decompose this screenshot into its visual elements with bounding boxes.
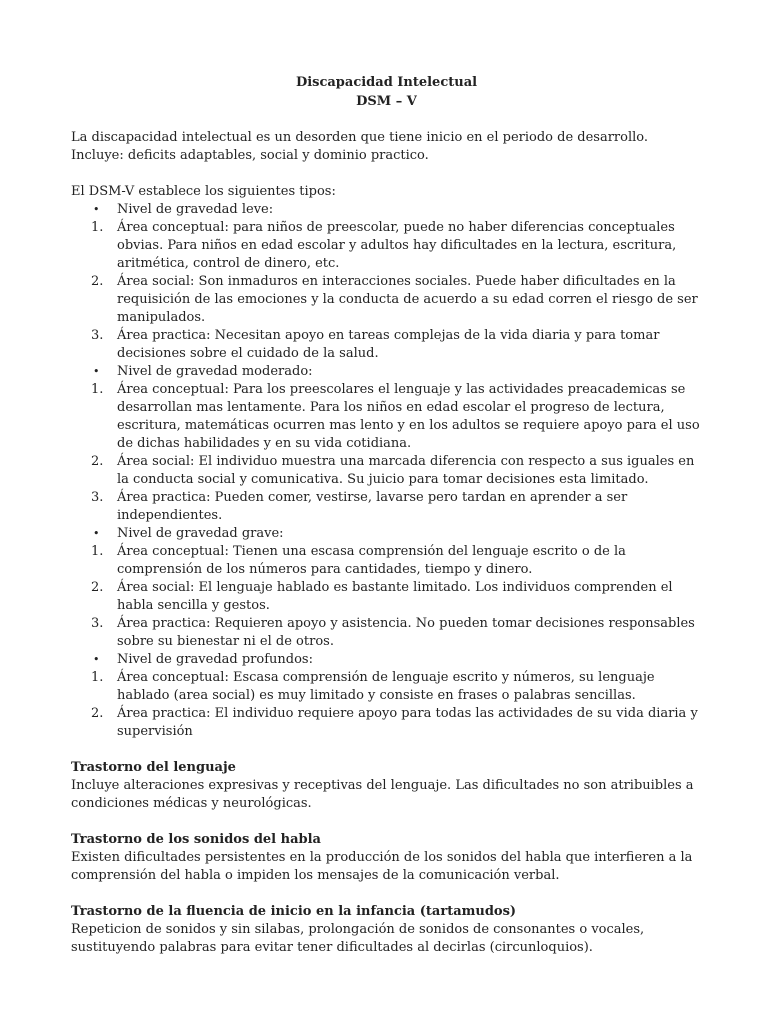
severity-level-label: Nivel de gravedad leve:: [117, 202, 274, 217]
list-number: 3.: [91, 616, 104, 631]
severity-level-label: Nivel de gravedad grave:: [117, 526, 284, 541]
list-number: 1.: [91, 670, 104, 685]
section-body: Existen dificultades persistentes en la producción de los sonidos del habla que interfieren a la comprensión del habla o impiden los mensajes de la comunicación verbal.: [71, 850, 693, 883]
severity-level-item: [71, 363, 702, 381]
list-number: 3.: [91, 490, 104, 505]
list-item-text: Área conceptual: para niños de preescolar, puede no haber diferencias conceptuales obvias. Para niños en edad escolar y adultos hay dificultades en la lectura, escritura, aritmética, control de dinero, etc.: [117, 220, 677, 271]
list-item: [71, 579, 702, 615]
list-item-text: Área practica: El individuo requiere apoyo para todas las actividades de su vida diaria y supervisión: [117, 706, 698, 739]
list-item: [71, 453, 702, 489]
list-item: [71, 543, 702, 579]
list-number: 1.: [91, 544, 104, 559]
section-language-disorder: [71, 759, 702, 813]
severity-level-item: [71, 651, 702, 669]
document-subtitle: DSM – V: [356, 94, 417, 109]
list-item-text: Área practica: Requieren apoyo y asistencia. No pueden tomar decisiones responsables sobre su bienestar ni el de otros.: [117, 616, 695, 649]
severity-level-label: Nivel de gravedad profundos:: [117, 652, 313, 667]
list-number: 2.: [91, 274, 104, 289]
list-item-text: Área practica: Pueden comer, vestirse, lavarse pero tardan en aprender a ser independientes.: [117, 490, 628, 523]
severity-level-item: [71, 525, 702, 543]
severity-level-label: Nivel de gravedad moderado:: [117, 364, 313, 379]
list-number: 1.: [91, 220, 104, 235]
list-item-text: Área social: El individuo muestra una marcada diferencia con respecto a sus iguales en la conducta social y comunicativa. Su juicio para tomar decisiones esta limitado.: [117, 454, 695, 487]
list-item: [71, 327, 702, 363]
list-item: [71, 381, 702, 453]
bullet-icon: •: [93, 365, 100, 378]
severity-list: [71, 201, 702, 741]
bullet-icon: •: [93, 203, 100, 216]
intro-paragraph: [71, 129, 702, 165]
list-item: [71, 615, 702, 651]
section-body: Repeticion de sonidos y sin silabas, prolongación de sonidos de consonantes o vocales, sustituyendo palabras para evitar tener dificultades al decirlas (circunloquios).: [71, 922, 645, 955]
section-body: Incluye alteraciones expresivas y receptivas del lenguaje. Las dificultades no son atribuibles a condiciones médicas y neurológicas.: [71, 778, 694, 811]
section-heading: Trastorno del lenguaje: [71, 760, 236, 775]
list-item-text: Área practica: Necesitan apoyo en tareas complejas de la vida diaria y para tomar decisiones sobre el cuidado de la salud.: [117, 328, 660, 361]
list-number: 3.: [91, 328, 104, 343]
section-fluency-disorder: [71, 903, 702, 957]
list-item-text: Área social: El lenguaje hablado es bastante limitado. Los individuos comprenden el habla sencilla y gestos.: [117, 580, 673, 613]
list-number: 1.: [91, 382, 104, 397]
list-item: [71, 489, 702, 525]
list-item-text: Área conceptual: Para los preescolares el lenguaje y las actividades preacademicas se desarrollan mas lentamente. Para los niños en edad escolar el progreso de lectura, escritura, matemáticas ocurren mas lento y en los adultos se requiere apoyo para el uso de dichas habilidades y en su vida cotidiana.: [117, 382, 700, 451]
section-heading: Trastorno de los sonidos del habla: [71, 832, 321, 847]
list-item-text: Área social: Son inmaduros en interacciones sociales. Puede haber dificultades en la requisición de las emociones y la conducta de acuerdo a su edad corren el riesgo de ser manipulados.: [117, 274, 698, 325]
section-speech-sound-disorder: [71, 831, 702, 885]
document-title: Discapacidad Intelectual: [295, 75, 478, 90]
list-item: [71, 705, 702, 741]
list-number: 2.: [91, 706, 104, 721]
list-number: 2.: [91, 454, 104, 469]
list-item: [71, 219, 702, 273]
list-item: [71, 273, 702, 327]
types-intro: El DSM-V establece los siguientes tipos:: [71, 184, 336, 199]
intro-line: La discapacidad intelectual es un desorden que tiene inicio en el periodo de desarrollo.: [71, 130, 649, 145]
list-item: [71, 669, 702, 705]
intro-line: Incluye: deficits adaptables, social y dominio practico.: [71, 148, 429, 163]
list-item-text: Área conceptual: Tienen una escasa comprensión del lenguaje escrito o de la comprensión de los números para cantidades, tiempo y dinero.: [117, 544, 626, 577]
list-number: 2.: [91, 580, 104, 595]
list-item-text: Área conceptual: Escasa comprensión de lenguaje escrito y números, su lenguaje hablado (area social) es muy limitado y consiste en frases o palabras sencillas.: [117, 670, 655, 703]
title-block: [71, 73, 702, 111]
bullet-icon: •: [93, 653, 100, 666]
severity-level-item: [71, 201, 702, 219]
section-heading: Trastorno de la fluencia de inicio en la infancia (tartamudos): [71, 904, 517, 919]
bullet-icon: •: [93, 527, 100, 540]
